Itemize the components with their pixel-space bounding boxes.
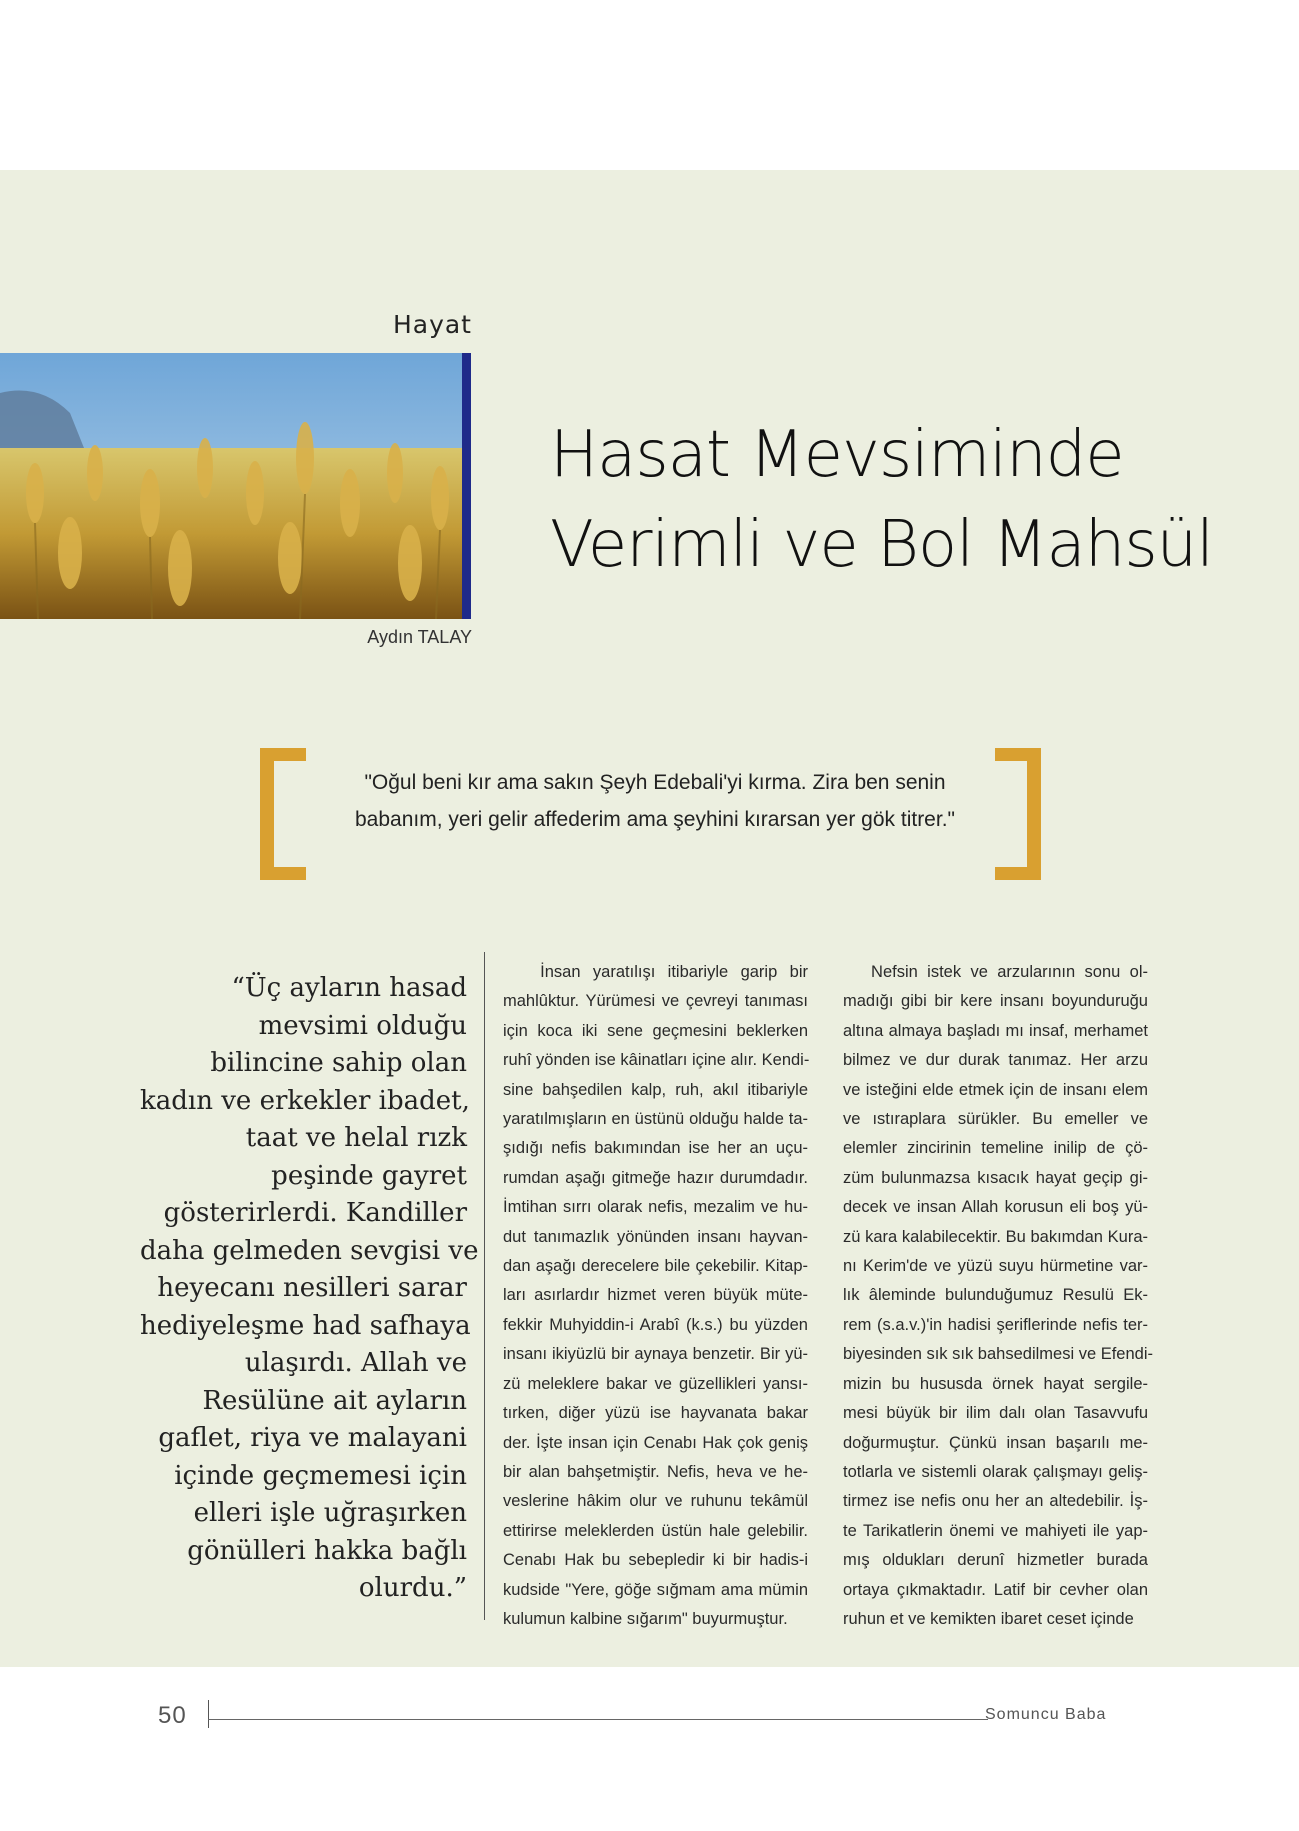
body-line: ve ıstıraplara sürükler. Bu emeller ve: [843, 1110, 1148, 1129]
pull-quote-line: içinde geçmemesi için: [174, 1460, 467, 1491]
photo-accent-bar: [462, 353, 471, 619]
body-line: doğurmuştur. Çünkü insan başarılı me-: [843, 1433, 1148, 1452]
body-line: decek ve insan Allah korusun eli boş yü-: [843, 1198, 1148, 1217]
footer-rule: [208, 1719, 988, 1720]
body-line: Nefsin istek ve arzularının sonu ol-: [843, 963, 1148, 981]
body-line: madığı gibi bir kere insanı boyunduruğu: [843, 992, 1148, 1011]
body-line: tırken, diğer yüzü ise hayvanata bakar: [503, 1404, 808, 1423]
body-line: mış oldukları derunî hizmetler burada: [843, 1551, 1148, 1570]
pull-quote-line: bilincine sahip olan: [210, 1048, 467, 1078]
body-column-1: [503, 958, 808, 1634]
body-line: nı Kerim'de ve yüzü suyu hürmetine var-: [843, 1257, 1148, 1276]
body-line: tirmez ise nefis onu her an altedebilir. İş-: [843, 1492, 1148, 1511]
body-line: biyesinden sık sık bahsedilmesi ve Efendi-: [843, 1345, 1153, 1364]
body-line: ruhî yönden ise kâinatları içine alır. Kendi-: [503, 1051, 810, 1070]
pull-quote-line: “Üç ayların hasad: [231, 973, 467, 1003]
body-line: ruhun et ve kemikten ibaret ceset içinde: [843, 1609, 1134, 1628]
body-line: yaratılmışların en üstünü olduğu halde ta-: [503, 1110, 808, 1129]
pull-quote-line: taat ve helal rızk: [245, 1123, 467, 1153]
highlight-quote: [330, 764, 980, 838]
body-line: ve isteğini elde etmek için de insanı elem: [843, 1080, 1148, 1099]
body-line: dan aşağı derecelere bile çekebilir. Kitap-: [503, 1257, 808, 1276]
body-line: kudside "Yere, göğe sığmam ama mümin: [503, 1580, 808, 1599]
pull-quote-line: olurdu.”: [358, 1573, 467, 1603]
pull-quote: [140, 970, 479, 1608]
body-line: altına almaya başladı mı insaf, merhamet: [843, 1021, 1148, 1040]
pull-quote-line: gaflet, riya ve malayani: [158, 1423, 467, 1453]
body-line: lık âleminde bulunduğumuz Resulü Ek-: [843, 1286, 1148, 1305]
pull-quote-line: daha gelmeden sevgisi ve: [140, 1235, 479, 1266]
body-line: veslerine hâkim olur ve ruhunu tekâmül: [503, 1492, 808, 1511]
pull-quote-line: elleri işle uğraşırken: [193, 1498, 467, 1528]
pull-quote-line: gösterirlerdi. Kandiller: [163, 1198, 467, 1228]
right-bracket: [995, 748, 1041, 880]
body-line: Cenabı Hak bu sebepledir ki bir hadis-i: [503, 1551, 808, 1570]
wheat-field-photo: [0, 353, 462, 619]
section-label: Hayat: [392, 310, 472, 339]
body-line: ortaya çıkmaktadır. Latif bir cevher olan: [843, 1580, 1148, 1599]
body-line: elemler zincirinin temeline inilip de çö-: [843, 1139, 1148, 1158]
article-title: [550, 410, 1270, 590]
body-line: dut tanımazlık yönünden insanı hayvan-: [503, 1227, 808, 1246]
body-line: İnsan yaratılışı itibariyle garip bir: [503, 963, 808, 981]
body-line: mesi büyük bir ilim dalı olan Tasavvufu: [843, 1404, 1148, 1423]
body-line: için koca iki sene geçmesini beklerken: [503, 1021, 808, 1040]
body-line: mahlûktur. Yürümesi ve çevreyi tanıması: [503, 992, 808, 1011]
title-line-1: Hasat Mevsiminde: [550, 418, 1124, 492]
quote-line: "Oğul beni kır ama sakın Şeyh Edebali'yi kırma. Zira ben senin: [364, 771, 946, 794]
body-line: bir alan bahşetmiştir. Nefis, heva ve he-: [503, 1462, 808, 1481]
body-line: fekkir Muhyiddin-i Arabî (k.s.) bu yüzden: [503, 1315, 808, 1334]
body-line: mizin bu hususda örnek hayat sergile-: [843, 1374, 1148, 1393]
pull-quote-line: gönülleri hakka bağlı: [187, 1535, 467, 1566]
magazine-name: Somuncu Baba: [985, 1706, 1107, 1723]
pull-quote-line: kadın ve erkekler ibadet,: [140, 1085, 470, 1116]
body-column-2: [843, 958, 1153, 1634]
body-line: der. İşte insan için Cenabı Hak çok geniş: [503, 1433, 808, 1452]
body-line: insanı ikiyüzlü bir aynaya benzetir. Bir yü-: [503, 1345, 808, 1364]
body-line: şıdığı nefis bakımından ise her an uçu-: [503, 1139, 808, 1158]
pull-quote-line: heyecanı nesilleri sarar: [157, 1273, 467, 1303]
pull-quote-line: ulaşırdı. Allah ve: [244, 1348, 467, 1378]
author-name: Aydın TALAY: [367, 627, 472, 647]
body-line: rumdan aşağı gitmeğe hazır durumdadır.: [503, 1168, 808, 1187]
page-number: 50: [158, 1702, 187, 1729]
quote-line: babanım, yeri gelir affederim ama şeyhini kırarsan yer gök titrer.": [355, 808, 955, 831]
pull-quote-line: peşinde gayret: [271, 1160, 467, 1191]
pull-quote-divider: [484, 952, 485, 1620]
pull-quote-line: hediyeleşme had safhaya: [140, 1310, 471, 1341]
body-line: kulumun kalbine sığarım" buyurmuştur.: [503, 1609, 788, 1628]
body-line: züm bulunmazsa kısacık hayat geçip gi-: [843, 1168, 1148, 1187]
body-line: ettirirse meleklerden üstün hale gelebilir.: [503, 1521, 808, 1540]
body-line: te Tarikatlerin önemi ve mahiyeti ile yap-: [843, 1521, 1148, 1540]
pull-quote-line: mevsimi olduğu: [258, 1010, 467, 1041]
body-line: bilmez ve dur durak tanımaz. Her arzu: [843, 1051, 1148, 1070]
left-bracket: [260, 748, 306, 880]
body-line: İmtihan sırrı olarak nefis, mezalim ve hu-: [503, 1198, 808, 1217]
body-line: totlarla ve sistemli olarak çalışmayı geliş-: [843, 1462, 1148, 1481]
body-line: ları asırlardır hizmet veren büyük müte-: [503, 1286, 808, 1305]
title-line-2: Verimli ve Bol Mahsül: [550, 508, 1213, 582]
body-line: zü meleklere bakar ve güzellikleri yansı-: [503, 1374, 808, 1393]
body-line: sine bahşedilen kalp, ruh, akıl itibariyle: [503, 1080, 808, 1099]
body-line: zü kara kalabilecektir. Bu bakımdan Kura-: [843, 1227, 1148, 1246]
pull-quote-line: Resülüne ait ayların: [202, 1385, 467, 1416]
body-line: rem (s.a.v.)'in hadisi şeriflerinde nefis ter-: [843, 1315, 1148, 1334]
footer-tick: [208, 1700, 209, 1728]
